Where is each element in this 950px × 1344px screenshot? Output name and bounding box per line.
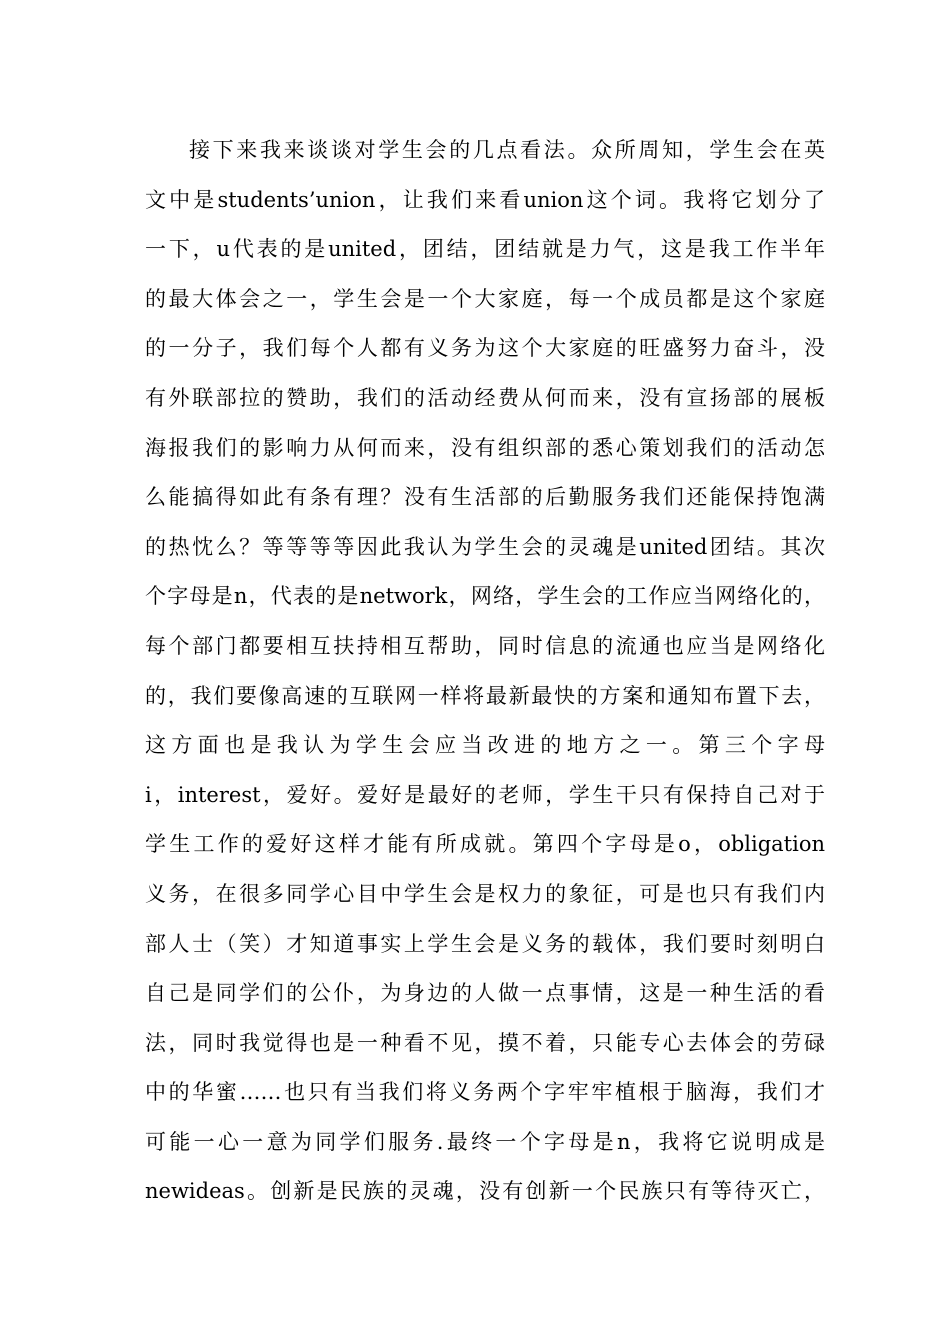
paragraph-line: 么能搞得如此有条有理？没有生活部的后勤服务我们还能保持饱满 [145,485,825,510]
paragraph-line: 中的华蜜……也只有当我们将义务两个字牢牢植根于脑海，我们才 [145,1080,825,1105]
paragraph-line: 一下，u代表的是united，团结，团结就是力气，这是我工作半年 [145,237,825,262]
paragraph-line: 每个部门都要相互扶持相互帮助，同时信息的流通也应当是网络化 [145,633,825,658]
paragraph-line: 接下来我来谈谈对学生会的几点看法。众所周知，学生会在英 [189,138,825,162]
paragraph-line: 的热忱么？等等等等因此我认为学生会的灵魂是united团结。其次 [145,534,825,559]
paragraph-line: 自己是同学们的公仆，为身边的人做一点事情，这是一种生活的看 [145,981,825,1006]
paragraph-line: 海报我们的影响力从何而来，没有组织部的悉心策划我们的活动怎 [145,435,825,460]
paragraph-line: 这方面也是我认为学生会应当改进的地方之一。第三个字母 [145,733,825,758]
paragraph-line: 个字母是n，代表的是network，网络，学生会的工作应当网络化的， [145,584,825,609]
paragraph-line: 可能一心一意为同学们服务.最终一个字母是n，我将它说明成是 [145,1129,825,1154]
paragraph-line: 的最大体会之一，学生会是一个大家庭，每一个成员都是这个家庭 [145,286,825,311]
paragraph-line: 的，我们要像高速的互联网一样将最新最快的方案和通知布置下去， [145,683,825,708]
paragraph-line: 义务，在很多同学心目中学生会是权力的象征，可是也只有我们内 [145,881,825,906]
paragraph-line: i，interest，爱好。爱好是最好的老师，学生干只有保持自己对于 [145,782,825,807]
paragraph-line: 学生工作的爱好这样才能有所成就。第四个字母是o，obligation [145,832,825,857]
paragraph-line: 法，同时我觉得也是一种看不见，摸不着，只能专心去体会的劳碌 [145,1030,825,1055]
paragraph-line: 有外联部拉的赞助，我们的活动经费从何而来，没有宣扬部的展板 [145,385,825,410]
paragraph-line: 部人士（笑）才知道事实上学生会是义务的载体，我们要时刻明白 [145,931,825,956]
body-paragraph [145,126,825,1217]
paragraph-line: newideas。创新是民族的灵魂，没有创新一个民族只有等待灭亡， [145,1179,825,1204]
paragraph-line: 文中是students’union，让我们来看union这个词。我将它划分了 [145,187,825,212]
paragraph-line: 的一分子，我们每个人都有义务为这个大家庭的旺盛努力奋斗，没 [145,336,825,361]
